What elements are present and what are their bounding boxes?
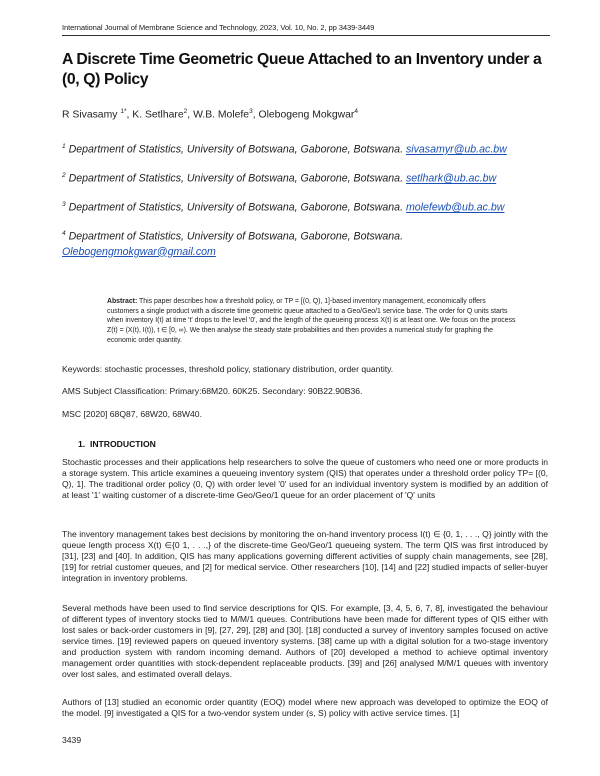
author-name: , Olebogeng Mokgwar bbox=[252, 109, 355, 121]
affiliation-3 bbox=[62, 197, 562, 216]
author-name: R Sivasamy bbox=[62, 109, 121, 121]
author-superscript: 1* bbox=[120, 108, 127, 115]
email-link[interactable]: molefewb@ub.ac.bw bbox=[405, 201, 505, 214]
author-superscript: 4 bbox=[354, 108, 358, 115]
author-name: , K. Setlhare bbox=[126, 109, 184, 121]
affiliation-2 bbox=[62, 168, 562, 187]
paragraph-1: Stochastic processes and their applications help researchers to solve the queue of customers who need one or more products in a storage system. This article examines a queueing inventory system (QIS) that operates under a threshold order policy TP= [(0, Q), 1]. The traditional order policy (0, Q) with order level '0' used for an individual inventory system is modified by an addition of at least '1' waiting customer of a discrete-time Geo/Geo/1 queue for an order placement of 'Q' units bbox=[62, 457, 548, 500]
section-heading bbox=[78, 439, 156, 449]
paragraph-3: Several methods have been used to find service descriptions for QIS. For example, [3, 4, 5, 6, 7, 8], investigated the behaviour of different types of inventory stocks tied to M/M/1 queues. Contributions have been made for different types of QIS either with lost sales or back-order customers in [9], [27, 29], [28] and [30]. [18] conducted a survey of inventory samples focused on active service times. [19] reviewed papers on queued inventory systems. [38] came up with a digital solution for a two-stage inventory and production system with random incoming demand. Authors of [20] developed a method to achieve optimal inventory management order quantities with stock-dependent replaceable products. [39] and [26] analysed M/M/1 queues with inventory over lost sales, and estimated overall delays. bbox=[62, 603, 548, 679]
affiliation-text: Department of Statistics, University of Botswana, Gaborone, Botswana. bbox=[65, 143, 406, 156]
paragraph-4: Authors of [13] studied an economic order quantity (EOQ) model where new approach was developed to optimize the EOQ of the model. [9] investigated a QIS for a two-vendor system under (s, S) policy with active service times. [1] bbox=[62, 697, 548, 718]
affiliation-text: Department of Statistics, University of Botswana, Gaborone, Botswana. bbox=[65, 230, 404, 243]
affiliation-4 bbox=[62, 226, 562, 260]
affiliation-text: Department of Statistics, University of Botswana, Gaborone, Botswana. bbox=[65, 201, 406, 214]
msc-classification: MSC [2020] 68Q87, 68W20, 68W40. bbox=[62, 409, 202, 419]
header-divider bbox=[62, 35, 550, 36]
affiliation-superscript: 4 bbox=[62, 230, 66, 237]
affiliation-superscript: 1 bbox=[62, 143, 66, 150]
affiliation-superscript: 2 bbox=[62, 172, 66, 179]
section-number: 1. bbox=[78, 439, 86, 449]
page-number: 3439 bbox=[62, 735, 82, 745]
abstract-block bbox=[107, 297, 517, 346]
keywords-line: Keywords: stochastic processes, threshold policy, stationary distribution, order quantity. bbox=[62, 364, 394, 374]
paper-title: A Discrete Time Geometric Queue Attached to an Inventory under a (0, Q) Policy bbox=[62, 51, 542, 88]
paragraph-2: The inventory management takes best decisions by monitoring the on-hand inventory process I(t) ∈ {0, 1, . . ., Q} jointly with the queue length process X(t) ∈{0 1, . . .,} of the discrete-time Geo/Geo/1 queueing system. The term QIS was first introduced by [31], [23] and [40]. In addition, QIS has many applications governing different activities of supply chain managements, see [28], [19] for retrial customer queues, and [2] for medical service. Other researchers [10], [14] and [22] studied impacts of seller-buyer integration in inventory problems. bbox=[62, 529, 548, 583]
affiliation-text: Department of Statistics, University of Botswana, Gaborone, Botswana. bbox=[65, 172, 406, 185]
abstract-label: Abstract: bbox=[107, 298, 138, 305]
author-superscript: 2 bbox=[183, 108, 188, 115]
email-link[interactable]: Olebogengmokgwar@gmail.com bbox=[62, 245, 216, 258]
author-name: , W.B. Molefe bbox=[187, 109, 250, 121]
author-list bbox=[62, 108, 358, 120]
affiliation-superscript: 3 bbox=[62, 201, 66, 208]
ams-classification: AMS Subject Classification: Primary:68M20. 60K25. Secondary: 90B22.90B36. bbox=[62, 386, 363, 396]
email-link[interactable]: sivasamyr@ub.ac.bw bbox=[405, 143, 507, 156]
section-title: INTRODUCTION bbox=[89, 439, 156, 449]
journal-header: International Journal of Membrane Science and Technology, 2023, Vol. 10, No. 2, pp 3439-3449 bbox=[62, 23, 375, 32]
abstract-text: This paper describes how a threshold policy, or TP = [(0, Q), 1]-based inventory management, economically offers customers a single product with a discrete time geometric queue attached to a Geo/Geo/1 service base. The order for Q units starts when inventory I(t) at time 't' drops to the level '0', and the length of the queueing process X(t) is at least one. We focus on the process Z(t) = (X(t), I(t)), t ∈ [0, ∞). We then analyse the steady state probabilities and then provides a numerical study for graphing the economic order quantity. bbox=[107, 298, 516, 344]
author-superscript: 3 bbox=[249, 108, 253, 115]
email-link[interactable]: setlhark@ub.ac.bw bbox=[405, 172, 497, 185]
affiliation-1 bbox=[62, 139, 562, 158]
